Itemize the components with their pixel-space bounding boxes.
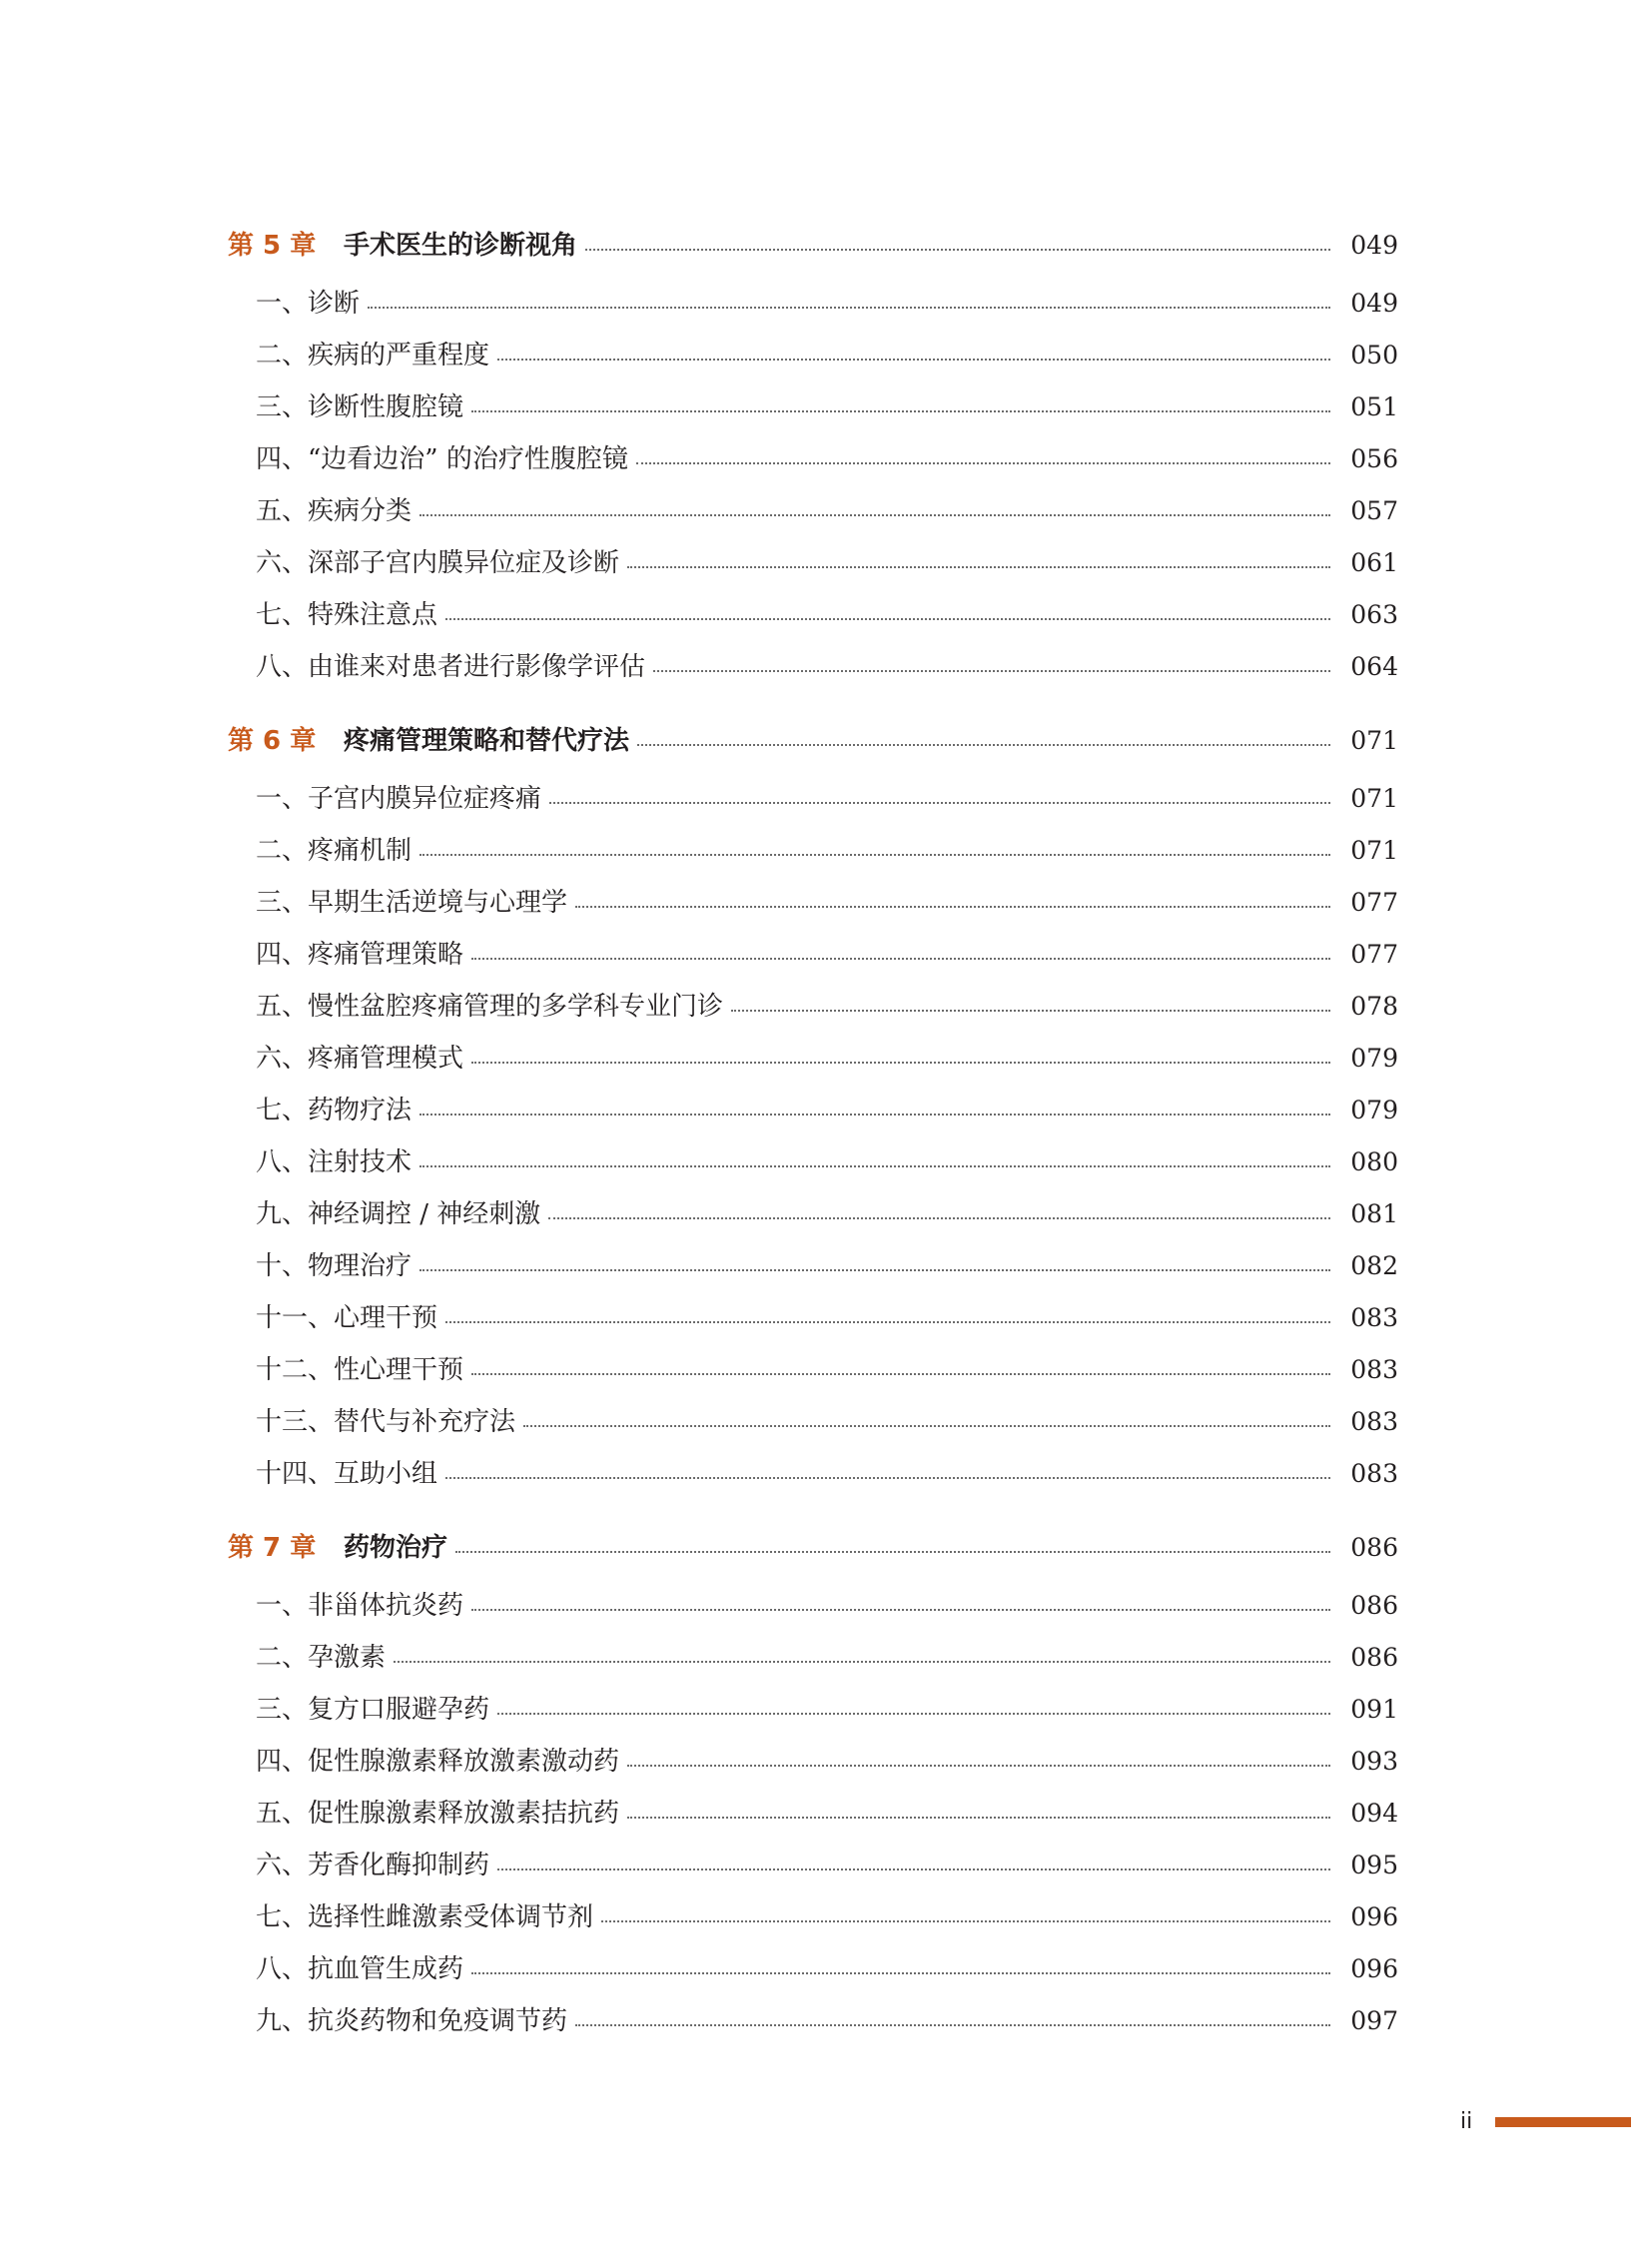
toc-entry-title: 九、抗炎药物和免疫调节药 (256, 2006, 568, 2036)
chapter-heading[interactable] (228, 226, 1398, 266)
toc-entry-page: 057 (1350, 496, 1398, 525)
toc-entry-page: 093 (1350, 1747, 1398, 1776)
dot-leader (445, 1477, 1330, 1479)
toc-entry-page: 056 (1350, 444, 1398, 473)
dot-leader (455, 1551, 1330, 1553)
dot-leader (368, 307, 1330, 309)
toc-entry-page: 095 (1350, 1851, 1398, 1879)
dot-leader (471, 958, 1330, 960)
toc-entry[interactable] (228, 1632, 1398, 1684)
toc-entry-title: 八、抗血管生成药 (256, 1954, 464, 1984)
toc-entry[interactable] (228, 981, 1398, 1033)
toc-entry[interactable] (228, 641, 1398, 693)
toc-entry[interactable] (228, 1033, 1398, 1085)
dot-leader (548, 1217, 1330, 1219)
dot-leader (575, 906, 1330, 908)
toc-entry[interactable] (228, 1995, 1398, 2047)
toc-entry-title: 十三、替代与补充疗法 (256, 1407, 516, 1437)
toc-entry[interactable] (228, 1188, 1398, 1240)
toc-entry[interactable] (228, 929, 1398, 981)
toc-entry-title: 五、促性腺激素释放激素拮抗药 (256, 1799, 620, 1829)
dot-leader (497, 1713, 1330, 1715)
toc-entry-title: 一、子宫内膜异位症疼痛 (256, 784, 542, 814)
toc-entry-title: 二、疼痛机制 (256, 836, 413, 866)
toc-entry[interactable] (228, 1684, 1398, 1736)
dot-leader (637, 744, 1330, 746)
toc-entry-page: 083 (1350, 1355, 1398, 1384)
folio-accent-bar (1495, 2117, 1631, 2127)
toc-entry[interactable] (228, 1292, 1398, 1344)
toc-entry-title: 一、非甾体抗炎药 (256, 1591, 464, 1621)
chapter-page-number: 049 (1350, 231, 1398, 260)
toc-entry-page: 081 (1350, 1199, 1398, 1228)
toc-entry-title: 六、芳香化酶抑制药 (256, 1851, 490, 1880)
dot-leader (627, 566, 1330, 568)
toc-entry-page: 078 (1350, 992, 1398, 1021)
toc-entry-title: 六、疼痛管理模式 (256, 1044, 464, 1074)
dot-leader (471, 1609, 1330, 1611)
chapter-title: 手术医生的诊断视角 (344, 231, 578, 261)
chapter-title: 药物治疗 (344, 1533, 448, 1563)
toc-entry-title: 三、早期生活逆境与心理学 (256, 888, 568, 918)
dot-leader (601, 1920, 1330, 1922)
toc-entry-page: 079 (1350, 1096, 1398, 1124)
chapter-number: 第 6 章 (228, 726, 317, 756)
dot-leader (419, 1269, 1330, 1271)
dot-leader (471, 1972, 1330, 1974)
toc-entry-title: 十二、性心理干预 (256, 1355, 464, 1385)
toc-entry-page: 051 (1350, 392, 1398, 421)
toc-entry-page: 071 (1350, 784, 1398, 813)
dot-leader (731, 1010, 1330, 1012)
toc-entry-title: 六、深部子宫内膜异位症及诊断 (256, 548, 620, 578)
toc-entry-title: 二、疾病的严重程度 (256, 341, 490, 371)
dot-leader (585, 249, 1330, 251)
toc-entry[interactable] (228, 1891, 1398, 1943)
toc-entry-title: 七、药物疗法 (256, 1096, 413, 1125)
toc-entry-title: 四、“边看边治” 的治疗性腹腔镜 (256, 444, 628, 474)
toc-entry-page: 086 (1350, 1643, 1398, 1672)
toc-entry-page: 096 (1350, 1902, 1398, 1931)
toc-entry[interactable] (228, 1344, 1398, 1396)
toc-entry[interactable] (228, 433, 1398, 485)
chapter-page-number: 086 (1350, 1533, 1398, 1562)
dot-leader (497, 1868, 1330, 1870)
chapter-title: 疼痛管理策略和替代疗法 (344, 726, 630, 756)
dot-leader (419, 1114, 1330, 1116)
toc-entry[interactable] (228, 773, 1398, 825)
toc-entry-title: 七、选择性雌激素受体调节剂 (256, 1902, 594, 1932)
toc-entry[interactable] (228, 278, 1398, 330)
toc-entry-title: 七、特殊注意点 (256, 600, 438, 630)
toc-entry-page: 071 (1350, 836, 1398, 865)
chapter-number: 第 5 章 (228, 231, 317, 261)
toc-entry[interactable] (228, 1085, 1398, 1136)
toc-entry[interactable] (228, 1840, 1398, 1891)
toc-entry-page: 080 (1350, 1147, 1398, 1176)
chapter-heading[interactable] (228, 721, 1398, 761)
dot-leader (497, 359, 1330, 361)
toc-entry-page: 064 (1350, 652, 1398, 681)
toc-entry-title: 八、由谁来对患者进行影像学评估 (256, 652, 646, 682)
toc-entry-page: 049 (1350, 289, 1398, 318)
toc-entry-page: 097 (1350, 2006, 1398, 2035)
toc-entry[interactable] (228, 1136, 1398, 1188)
toc-entry[interactable] (228, 1736, 1398, 1788)
toc-entry-title: 十四、互助小组 (256, 1459, 438, 1489)
toc-entry-title: 三、诊断性腹腔镜 (256, 392, 464, 422)
dot-leader (627, 1765, 1330, 1767)
dot-leader (394, 1661, 1330, 1663)
dot-leader (471, 1373, 1330, 1375)
chapter-heading[interactable] (228, 1528, 1398, 1568)
toc-entry[interactable] (228, 1943, 1398, 1995)
folio-page-number: ii (1460, 2109, 1473, 2134)
toc-entry-page: 050 (1350, 341, 1398, 370)
toc-entry-title: 四、疼痛管理策略 (256, 940, 464, 970)
toc-entry-page: 082 (1350, 1251, 1398, 1280)
toc-entry-page: 086 (1350, 1591, 1398, 1620)
dot-leader (636, 462, 1330, 464)
table-of-contents (228, 226, 1398, 2047)
toc-entry-title: 三、复方口服避孕药 (256, 1695, 490, 1725)
toc-entry[interactable] (228, 877, 1398, 929)
toc-entry-page: 063 (1350, 600, 1398, 629)
toc-entry-page: 077 (1350, 888, 1398, 917)
toc-entry-page: 061 (1350, 548, 1398, 577)
toc-entry[interactable] (228, 1240, 1398, 1292)
toc-entry-page: 079 (1350, 1044, 1398, 1073)
chapter-number: 第 7 章 (228, 1533, 317, 1563)
dot-leader (419, 854, 1330, 856)
toc-entry-title: 四、促性腺激素释放激素激动药 (256, 1747, 620, 1777)
dot-leader (419, 514, 1330, 516)
dot-leader (471, 410, 1330, 412)
toc-entry-title: 五、疾病分类 (256, 496, 413, 526)
toc-entry[interactable] (228, 1396, 1398, 1448)
toc-entry[interactable] (228, 485, 1398, 537)
toc-entry[interactable] (228, 537, 1398, 589)
toc-entry[interactable] (228, 589, 1398, 641)
dot-leader (523, 1425, 1330, 1427)
toc-entry[interactable] (228, 1788, 1398, 1840)
dot-leader (627, 1817, 1330, 1819)
toc-entry-title: 一、诊断 (256, 289, 361, 319)
toc-entry-title: 五、慢性盆腔疼痛管理的多学科专业门诊 (256, 992, 724, 1022)
toc-entry-title: 八、注射技术 (256, 1147, 413, 1177)
dot-leader (419, 1165, 1330, 1167)
toc-entry-page: 094 (1350, 1799, 1398, 1828)
chapter-page-number: 071 (1350, 726, 1398, 755)
toc-entry-title: 十、物理治疗 (256, 1251, 413, 1281)
toc-entry-title: 九、神经调控 / 神经刺激 (256, 1199, 541, 1229)
toc-entry-page: 083 (1350, 1303, 1398, 1332)
toc-entry[interactable] (228, 825, 1398, 877)
toc-entry-page: 077 (1350, 940, 1398, 969)
dot-leader (653, 670, 1330, 672)
toc-entry-title: 十一、心理干预 (256, 1303, 438, 1333)
toc-entry[interactable] (228, 1448, 1398, 1500)
toc-entry-page: 091 (1350, 1695, 1398, 1724)
dot-leader (471, 1062, 1330, 1064)
toc-entry-page: 083 (1350, 1459, 1398, 1488)
toc-entry[interactable] (228, 1580, 1398, 1632)
toc-entry-title: 二、孕激素 (256, 1643, 387, 1673)
dot-leader (575, 2024, 1330, 2026)
dot-leader (445, 618, 1330, 620)
dot-leader (549, 802, 1330, 804)
toc-entry-page: 083 (1350, 1407, 1398, 1436)
toc-entry[interactable] (228, 381, 1398, 433)
toc-entry-page: 096 (1350, 1954, 1398, 1983)
toc-entry[interactable] (228, 330, 1398, 381)
dot-leader (445, 1321, 1330, 1323)
